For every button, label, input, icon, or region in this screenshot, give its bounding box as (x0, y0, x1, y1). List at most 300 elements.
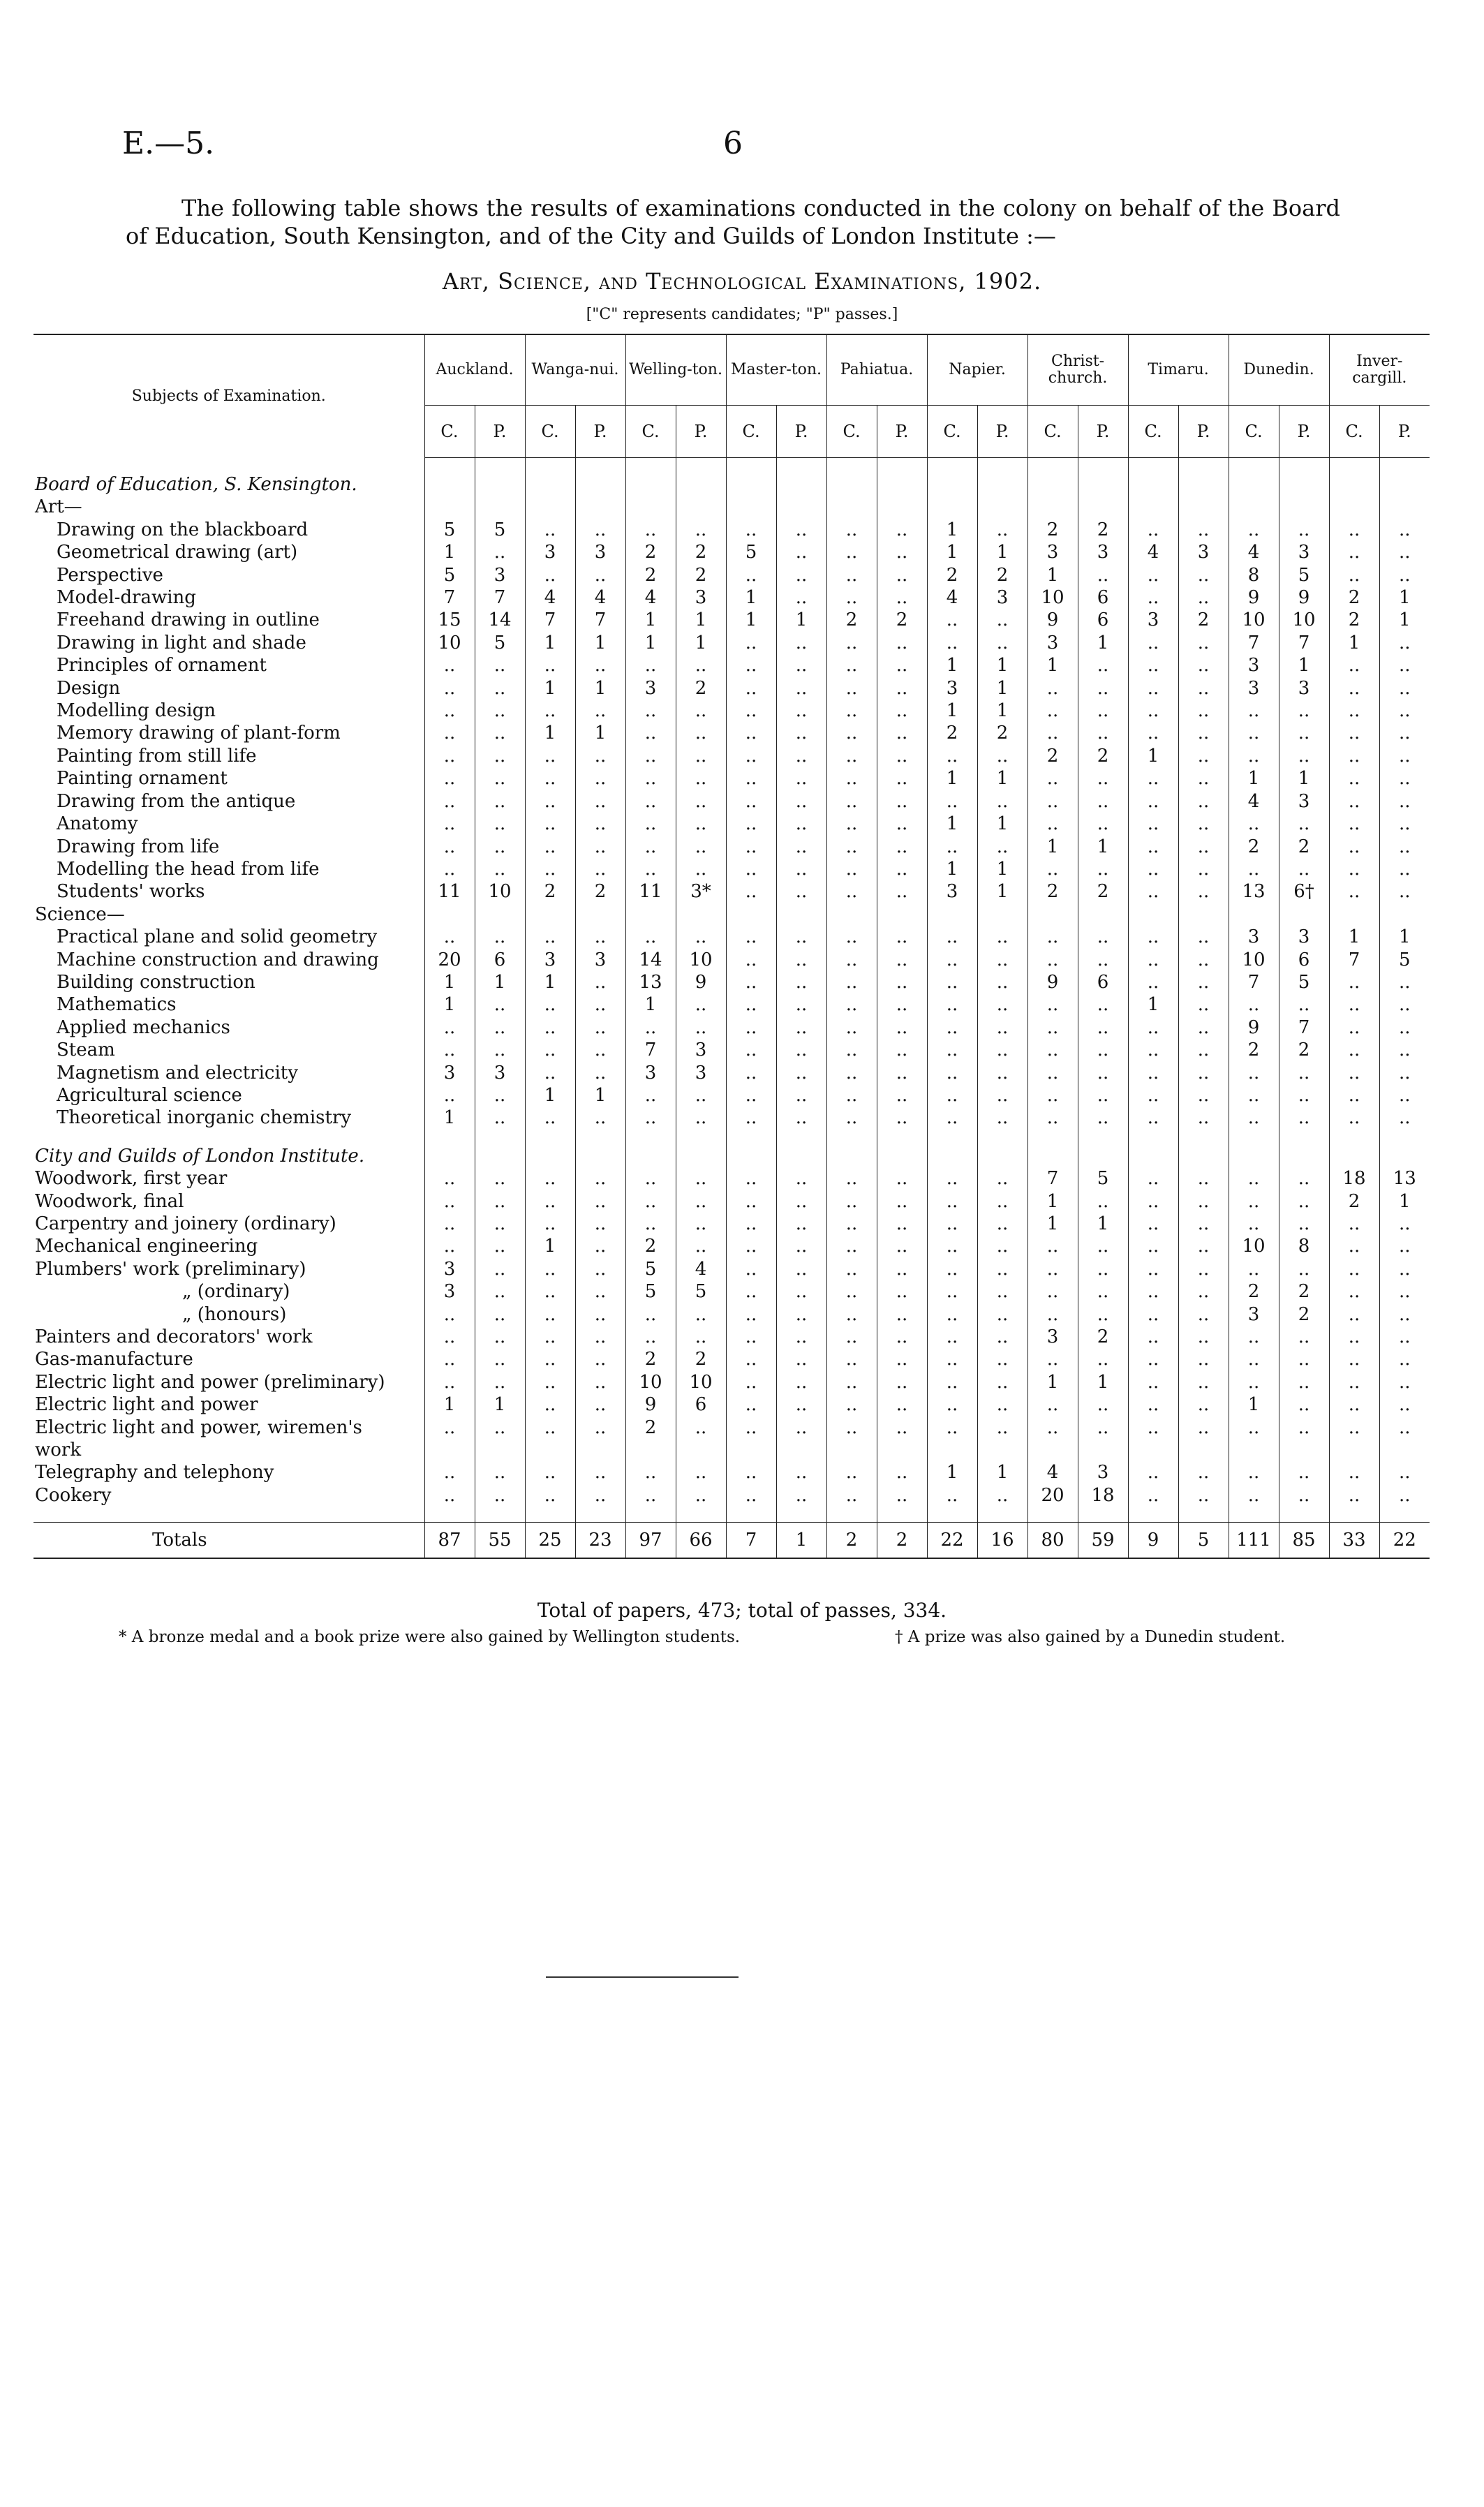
table-cell: .. (1128, 1484, 1178, 1507)
table-cell: 2 (625, 541, 676, 563)
table-cell: .. (1178, 722, 1229, 744)
table-cell: .. (977, 632, 1027, 654)
candidates-header: C. (1027, 406, 1078, 458)
table-cell: .. (1078, 1107, 1128, 1129)
section-subheading-label: Science— (35, 903, 125, 925)
subject-label: Woodwork, first year (35, 1168, 228, 1190)
table-cell: .. (776, 745, 826, 767)
table-cell: .. (1027, 1084, 1078, 1107)
table-cell: 1 (1128, 993, 1178, 1016)
table-cell: 1 (424, 993, 475, 1016)
subject-label: Electric light and power, wiremen's (35, 1417, 362, 1438)
table-cell: .. (776, 858, 826, 880)
subject-label: Perspective (57, 564, 163, 586)
section-subheading (34, 496, 1430, 518)
table-cell: .. (1379, 858, 1430, 880)
table-cell: .. (1329, 880, 1379, 903)
table-cell: .. (776, 1326, 826, 1348)
table-cell: .. (1379, 836, 1430, 858)
totals-cell: 33 (1329, 1523, 1379, 1559)
subject-label: Woodwork, final (35, 1190, 184, 1212)
table-cell: .. (1379, 541, 1430, 563)
table-cell: .. (1329, 564, 1379, 586)
table-cell: .. (826, 1417, 877, 1439)
passes-header: P. (1379, 406, 1430, 458)
table-cell: .. (676, 1417, 726, 1439)
table-cell: 1 (726, 586, 776, 609)
table-cell: .. (776, 971, 826, 993)
table-cell: .. (424, 858, 475, 880)
table-cell: .. (475, 700, 525, 722)
table-row (34, 564, 1430, 586)
table-cell: .. (575, 654, 625, 676)
table-cell: .. (927, 1235, 977, 1257)
table-cell: .. (1379, 1484, 1430, 1507)
table-cell: .. (424, 1303, 475, 1326)
table-cell: .. (877, 1371, 927, 1393)
table-cell: .. (1329, 1393, 1379, 1416)
table-cell: .. (424, 745, 475, 767)
table-cell: .. (977, 836, 1027, 858)
table-cell: .. (575, 1107, 625, 1129)
table-cell: .. (1329, 1062, 1379, 1084)
table-cell: .. (525, 519, 575, 541)
city-header: Welling-ton. (625, 334, 726, 406)
totals-cell: 7 (726, 1523, 776, 1559)
subject-label: Painting ornament (57, 768, 228, 790)
city-header: Napier. (927, 334, 1027, 406)
table-cell: .. (1379, 1062, 1430, 1084)
table-cell: .. (676, 519, 726, 541)
table-cell: .. (1379, 1084, 1430, 1107)
table-cell: .. (424, 1417, 475, 1439)
subject-label: Modelling the head from life (57, 858, 320, 880)
table-cell: 13 (625, 971, 676, 993)
table-cell: 6 (1078, 971, 1128, 993)
table-cell: .. (1229, 993, 1279, 1016)
subject-label: Painting from still life (57, 745, 257, 767)
table-cell: .. (475, 1016, 525, 1039)
table-cell: 4 (1128, 541, 1178, 563)
table-cell: .. (1128, 813, 1178, 835)
table-cell: .. (475, 654, 525, 676)
table-cell: .. (1128, 1417, 1178, 1439)
table-row (34, 541, 1430, 563)
table-cell: .. (676, 790, 726, 813)
table-cell: .. (1229, 1167, 1279, 1190)
table-cell: .. (525, 1461, 575, 1484)
table-cell: .. (776, 767, 826, 790)
table-cell: 7 (1279, 632, 1329, 654)
table-cell: .. (475, 722, 525, 744)
table-cell: .. (726, 767, 776, 790)
table-cell: 5 (1279, 564, 1329, 586)
table-cell: .. (1279, 1167, 1329, 1190)
table-cell: 1 (525, 971, 575, 993)
table-cell: 1 (977, 858, 1027, 880)
table-cell: 1 (977, 677, 1027, 700)
table-cell: 3 (1078, 1461, 1128, 1484)
table-cell: 9 (625, 1393, 676, 1416)
table-cell: .. (676, 1190, 726, 1213)
table-cell: 2 (575, 880, 625, 903)
table-cell: .. (1078, 677, 1128, 700)
table-cell: .. (475, 790, 525, 813)
subject-label: Theoretical inorganic chemistry (57, 1107, 352, 1129)
table-cell: 2 (1027, 880, 1078, 903)
table-cell: .. (826, 1348, 877, 1370)
table-cell: .. (826, 1326, 877, 1348)
table-cell: 2 (826, 609, 877, 631)
subject-label: Principles of ornament (57, 655, 267, 676)
table-cell: .. (1379, 1258, 1430, 1280)
table-cell: .. (726, 949, 776, 971)
passes-header: P. (776, 406, 826, 458)
table-cell: 10 (1279, 609, 1329, 631)
table-cell: .. (1229, 1484, 1279, 1507)
table-cell: .. (625, 1016, 676, 1039)
table-row (34, 880, 1430, 903)
table-cell: .. (977, 971, 1027, 993)
table-row (34, 586, 1430, 609)
table-cell: .. (475, 1167, 525, 1190)
page-code: E.—5. (122, 126, 215, 161)
table-cell: .. (776, 1258, 826, 1280)
table-cell: 3 (1027, 632, 1078, 654)
table-cell: .. (1178, 1167, 1229, 1190)
table-cell: 2 (1279, 1039, 1329, 1061)
table-cell: 13 (1229, 880, 1279, 903)
table-cell: 1 (1229, 767, 1279, 790)
totals-cell: 55 (475, 1523, 525, 1559)
subject-label: Drawing from life (57, 836, 220, 857)
table-cell: .. (726, 1461, 776, 1484)
table-cell: 1 (1078, 632, 1128, 654)
table-cell: .. (1379, 1039, 1430, 1061)
table-cell: .. (525, 1167, 575, 1190)
table-cell: .. (1078, 1303, 1128, 1326)
table-cell: .. (1178, 1016, 1229, 1039)
table-cell: .. (575, 1371, 625, 1393)
table-cell: .. (1128, 1016, 1178, 1039)
table-cell: 1 (1329, 632, 1379, 654)
table-cell: .. (927, 1062, 977, 1084)
table-cell: .. (877, 677, 927, 700)
table-cell: .. (1078, 1039, 1128, 1061)
table-cell: .. (927, 745, 977, 767)
table-cell: .. (776, 790, 826, 813)
table-cell (475, 1439, 525, 1461)
table-cell: .. (1128, 1235, 1178, 1257)
table-cell: 10 (676, 1371, 726, 1393)
table-cell: .. (1329, 1417, 1379, 1439)
table-cell: .. (1279, 745, 1329, 767)
table-cell: .. (1229, 1084, 1279, 1107)
table-cell: .. (826, 1258, 877, 1280)
table-cell: .. (525, 1371, 575, 1393)
table-cell: .. (525, 767, 575, 790)
table-cell: .. (1178, 654, 1229, 676)
table-cell: .. (1128, 519, 1178, 541)
table-cell: 2 (1279, 836, 1329, 858)
table-cell: .. (877, 767, 927, 790)
table-row (34, 1371, 1430, 1393)
totals-cell: 111 (1229, 1523, 1279, 1559)
totals-cell: 9 (1128, 1523, 1178, 1559)
table-cell: .. (1178, 1213, 1229, 1235)
table-cell: .. (1128, 1258, 1178, 1280)
candidates-header: C. (826, 406, 877, 458)
table-cell: 1 (927, 541, 977, 563)
table-cell: .. (1279, 1417, 1329, 1439)
subject-label: „ (honours) (182, 1303, 287, 1325)
table-cell: 1 (927, 1461, 977, 1484)
table-cell: 10 (676, 949, 726, 971)
table-cell: 1 (1078, 836, 1128, 858)
candidates-header: C. (525, 406, 575, 458)
table-cell: .. (424, 1461, 475, 1484)
table-cell: .. (726, 677, 776, 700)
table-cell: .. (525, 1417, 575, 1439)
table-cell: 4 (927, 586, 977, 609)
table-cell: .. (1027, 1348, 1078, 1370)
city-header: Timaru. (1128, 334, 1229, 406)
table-cell: 4 (1229, 790, 1279, 813)
table-cell: .. (776, 1348, 826, 1370)
table-cell: 5 (625, 1280, 676, 1303)
table-cell: 1 (1279, 654, 1329, 676)
table-cell: 1 (525, 632, 575, 654)
subject-label: Agricultural science (57, 1084, 242, 1106)
table-cell: .. (776, 1461, 826, 1484)
table-row (34, 1280, 1430, 1303)
table-cell: .. (575, 993, 625, 1016)
table-cell: .. (1178, 586, 1229, 609)
table-cell: 1 (575, 677, 625, 700)
table-cell: .. (726, 993, 776, 1016)
table-cell: .. (1078, 1393, 1128, 1416)
table-cell: 10 (1027, 586, 1078, 609)
table-cell: 20 (424, 949, 475, 971)
table-cell: 2 (1078, 519, 1128, 541)
table-cell: .. (676, 1484, 726, 1507)
table-cell: 4 (676, 1258, 726, 1280)
table-cell: 1 (1027, 1371, 1078, 1393)
table-cell: 1 (1027, 1190, 1078, 1213)
table-cell: .. (977, 1039, 1027, 1061)
table-cell: .. (1379, 564, 1430, 586)
table-cell: 1 (424, 1393, 475, 1416)
table-cell: .. (625, 722, 676, 744)
table-cell: .. (1279, 1062, 1329, 1084)
table-cell: .. (575, 564, 625, 586)
table-title: Art, Science, and Technological Examinations, 1902. (442, 268, 1042, 295)
table-cell: 3 (977, 586, 1027, 609)
table-cell: .. (877, 1258, 927, 1280)
subject-label: Telegraphy and telephony (35, 1462, 274, 1484)
table-cell: .. (424, 700, 475, 722)
totals-cell: 2 (826, 1523, 877, 1559)
table-cell: .. (475, 1371, 525, 1393)
table-cell: .. (726, 1280, 776, 1303)
table-cell: .. (826, 971, 877, 993)
table-cell: .. (475, 1484, 525, 1507)
table-cell: .. (575, 1062, 625, 1084)
table-cell: .. (475, 1190, 525, 1213)
table-cell: .. (826, 813, 877, 835)
table-cell: .. (1379, 1107, 1430, 1129)
table-cell: .. (726, 1062, 776, 1084)
table-cell: .. (1178, 1190, 1229, 1213)
table-cell: .. (826, 632, 877, 654)
table-cell: 1 (1128, 745, 1178, 767)
table-cell: .. (1329, 836, 1379, 858)
table-cell: .. (826, 1303, 877, 1326)
table-cell: 1 (525, 677, 575, 700)
closing-rule (546, 1976, 739, 1978)
table-cell (927, 1439, 977, 1461)
city-header: Auckland. (424, 334, 525, 406)
table-cell: 1 (977, 767, 1027, 790)
table-cell: .. (1078, 993, 1128, 1016)
table-cell: .. (1027, 1062, 1078, 1084)
table-cell: .. (1279, 1371, 1329, 1393)
table-cell: 4 (1027, 1461, 1078, 1484)
table-cell: 1 (927, 654, 977, 676)
table-cell: .. (575, 836, 625, 858)
table-cell: .. (475, 767, 525, 790)
table-cell: 2 (676, 564, 726, 586)
table-cell: 1 (1078, 1213, 1128, 1235)
table-cell: .. (1379, 1016, 1430, 1039)
subject-label: Design (57, 677, 121, 699)
table-cell: 1 (676, 632, 726, 654)
table-cell: 5 (1078, 1167, 1128, 1190)
table-cell: .. (1329, 1371, 1379, 1393)
section-heading-label: City and Guilds of London Institute. (35, 1145, 365, 1167)
table-cell: 1 (1229, 1393, 1279, 1416)
table-cell: .. (1379, 1393, 1430, 1416)
table-cell: .. (927, 971, 977, 993)
city-header: Dunedin. (1229, 334, 1329, 406)
table-cell (726, 1439, 776, 1461)
table-cell: .. (726, 1213, 776, 1235)
subject-label: Geometrical drawing (art) (57, 542, 298, 563)
subject-label: Painters and decorators' work (35, 1326, 313, 1348)
table-cell: .. (826, 1371, 877, 1393)
table-cell: .. (877, 836, 927, 858)
table-cell: .. (1128, 632, 1178, 654)
totals-cell: 5 (1178, 1523, 1229, 1559)
table-cell: .. (726, 1235, 776, 1257)
table-cell: .. (625, 926, 676, 948)
table-cell: .. (1279, 1393, 1329, 1416)
city-header: Inver-cargill. (1329, 334, 1430, 406)
table-cell: .. (877, 1461, 927, 1484)
table-cell: 2 (1279, 1280, 1329, 1303)
table-cell: 3 (676, 1062, 726, 1084)
table-cell: .. (1178, 858, 1229, 880)
table-cell: .. (1329, 1084, 1379, 1107)
table-cell: 3 (1229, 926, 1279, 948)
table-cell: .. (1329, 1107, 1379, 1129)
table-cell: .. (625, 1484, 676, 1507)
table-cell: 3 (1229, 1303, 1279, 1326)
table-cell: .. (726, 564, 776, 586)
table-cell: 3 (424, 1280, 475, 1303)
table-cell: .. (575, 971, 625, 993)
table-cell: 1 (927, 858, 977, 880)
totals-cell: 23 (575, 1523, 625, 1559)
table-cell: .. (676, 993, 726, 1016)
table-cell: .. (776, 813, 826, 835)
table-cell: .. (475, 1084, 525, 1107)
table-cell: .. (676, 926, 726, 948)
table-cell: .. (1329, 813, 1379, 835)
table-row (34, 1417, 1430, 1439)
table-cell: .. (927, 1326, 977, 1348)
table-cell: .. (1379, 1461, 1430, 1484)
table-cell: .. (1027, 1258, 1078, 1280)
table-cell: .. (1379, 1348, 1430, 1370)
table-cell: .. (977, 745, 1027, 767)
table-cell: .. (424, 1167, 475, 1190)
table-cell: .. (1078, 926, 1128, 948)
table-cell: 2 (676, 1348, 726, 1370)
table-cell: 1 (625, 632, 676, 654)
table-cell: .. (424, 1213, 475, 1235)
table-cell: .. (977, 1084, 1027, 1107)
table-cell: .. (1379, 880, 1430, 903)
totals-cell: 87 (424, 1523, 475, 1559)
table-cell: .. (575, 813, 625, 835)
table-cell: .. (1329, 519, 1379, 541)
table-cell: .. (1078, 1084, 1128, 1107)
footnote-star: * A bronze medal and a book prize were also gained by Wellington students. (119, 1628, 741, 1646)
table-cell: .. (424, 926, 475, 948)
table-cell: .. (525, 700, 575, 722)
total-summary: Total of papers, 473; total of passes, 334. (537, 1599, 947, 1622)
subject-label: Memory drawing of plant-form (57, 723, 341, 744)
table-cell: .. (1329, 1280, 1379, 1303)
table-cell (1279, 1439, 1329, 1461)
subject-label: „ (ordinary) (182, 1281, 290, 1303)
table-cell (1178, 1439, 1229, 1461)
table-cell: .. (1279, 813, 1329, 835)
table-cell: .. (475, 1107, 525, 1129)
table-cell: .. (1329, 745, 1379, 767)
table-cell: .. (424, 836, 475, 858)
subject-label: Practical plane and solid geometry (57, 926, 378, 948)
table-cell: .. (1178, 813, 1229, 835)
table-cell: .. (927, 1167, 977, 1190)
table-cell: 2 (1329, 1190, 1379, 1213)
table-cell: .. (1279, 993, 1329, 1016)
table-cell: 3 (575, 541, 625, 563)
table-cell: .. (826, 1016, 877, 1039)
table-cell: .. (977, 1393, 1027, 1416)
table-cell: 5 (676, 1280, 726, 1303)
table-cell: 8 (1229, 564, 1279, 586)
table-cell: .. (1128, 1280, 1178, 1303)
table-cell: 1 (927, 519, 977, 541)
table-cell: 3 (1279, 541, 1329, 563)
table-cell: 3 (1229, 654, 1279, 676)
subject-label: Building construction (57, 971, 255, 993)
table-cell: .. (1379, 1303, 1430, 1326)
table-cell: 3 (625, 1062, 676, 1084)
table-cell: 1 (475, 1393, 525, 1416)
